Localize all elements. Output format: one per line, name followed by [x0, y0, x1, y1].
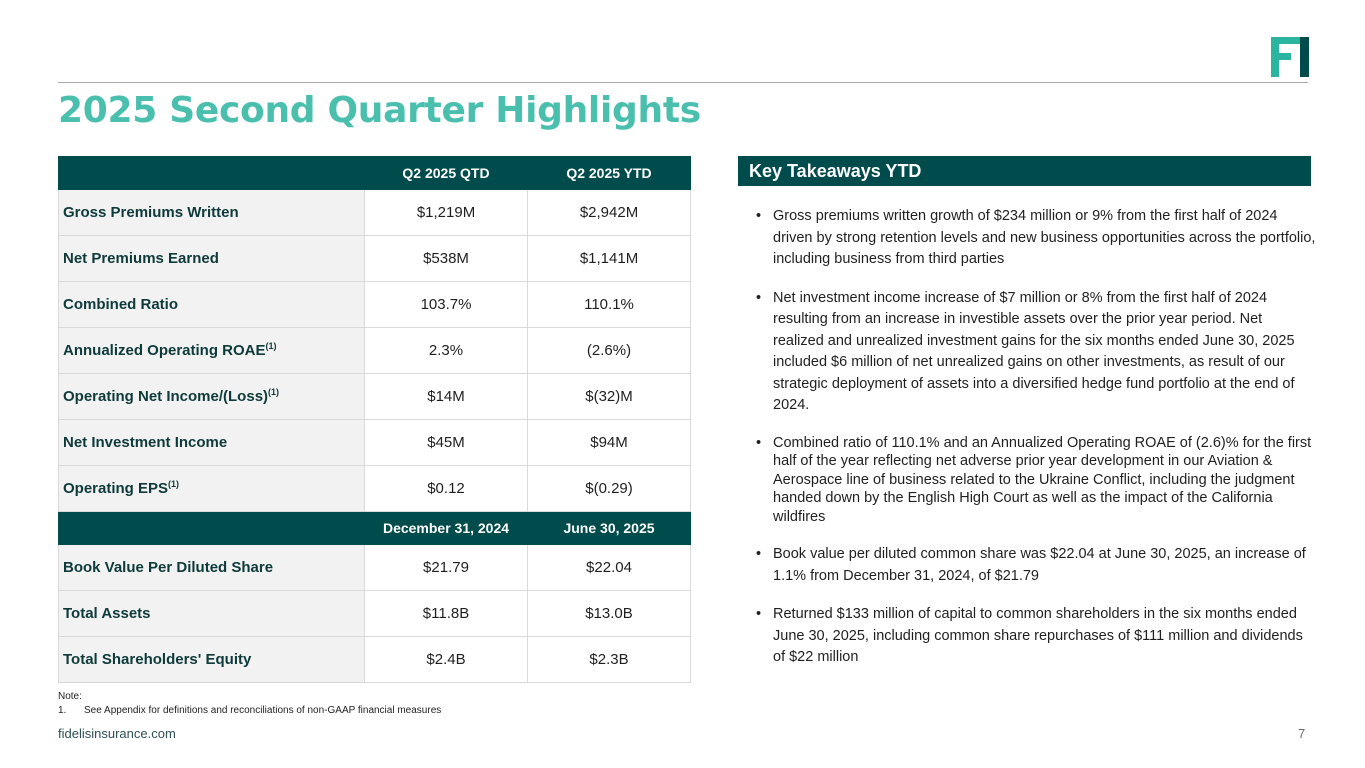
table-row: [59, 236, 691, 282]
row-value-qtd: $14M: [365, 374, 528, 420]
footnote-text: See Appendix for definitions and reconciliations of non-GAAP financial measures: [84, 705, 442, 716]
table-row: [59, 420, 691, 466]
row-value-ytd: $94M: [528, 420, 691, 466]
table-header-row-balance: [59, 512, 691, 545]
row-value-ytd: 110.1%: [528, 282, 691, 328]
row-value-ytd: $1,141M: [528, 236, 691, 282]
row-value-jun: $13.0B: [528, 591, 691, 637]
table-row: [59, 466, 691, 512]
page-title: 2025 Second Quarter Highlights: [58, 90, 701, 131]
header-cell-jun: June 30, 2025: [528, 512, 691, 545]
footnote-marker: (1): [268, 387, 280, 397]
row-value-ytd: $(0.29): [528, 466, 691, 512]
fidelis-logo-icon: [1271, 37, 1309, 77]
footnote-number: 1.: [58, 705, 67, 716]
row-value-ytd: $(32)M: [528, 374, 691, 420]
table-row: [59, 282, 691, 328]
list-item: • Net investment income increase of $7 million or 8% from the first half of 2024 resulting from an increase in investible assets over the prior year period. Net realized and unrealized investment gains for the six months ended June 30, 2025 included $6 million of net unrealized gains on other investments, as result of our strategic deployment of assets into a diversified hedge fund portfolio at the end of 2024.: [756, 288, 1316, 417]
key-takeaways-header: Key Takeaways YTD: [738, 156, 1311, 186]
footnote-marker: (1): [265, 341, 277, 351]
table-row: [59, 545, 691, 591]
page-number: 7: [1298, 726, 1306, 741]
highlights-table: [58, 156, 691, 683]
list-item: • Book value per diluted common share was $22.04 at June 30, 2025, an increase of 1.1% from December 31, 2024, of $21.79: [756, 544, 1316, 587]
row-label: Net Premiums Earned: [59, 236, 365, 282]
list-item: • Gross premiums written growth of $234 million or 9% from the first half of 2024 driven by strong retention levels and new business opportunities across the portfolio, including business from third parties: [756, 206, 1316, 271]
row-value-jun: $22.04: [528, 545, 691, 591]
header-cell: [59, 512, 365, 545]
header-cell: [59, 157, 365, 190]
row-value-qtd: $1,219M: [365, 190, 528, 236]
table-row: [59, 190, 691, 236]
table-row: [59, 637, 691, 683]
top-divider: [58, 82, 1308, 83]
row-value-ytd: $2,942M: [528, 190, 691, 236]
row-label: Total Shareholders' Equity: [59, 637, 365, 683]
row-value-dec: $11.8B: [365, 591, 528, 637]
row-value-ytd: (2.6%): [528, 328, 691, 374]
row-value-qtd: $538M: [365, 236, 528, 282]
table-row: [59, 374, 691, 420]
footnote: [58, 690, 441, 718]
footnote-line: [58, 704, 441, 718]
row-label: Net Investment Income: [59, 420, 365, 466]
list-item: • Returned $133 million of capital to common shareholders in the six months ended June 30, 2025, including common share repurchases of $111 million and dividends of $22 million: [756, 604, 1316, 669]
list-item: • Combined ratio of 110.1% and an Annualized Operating ROAE of (2.6)% for the first half of the year reflecting net adverse prior year development in our Aviation & Aerospace line of business related to the Ukraine Conflict, including the judgment handed down by the English High Court as well as the impact of the California wildfires: [756, 434, 1316, 527]
header-cell-ytd: Q2 2025 YTD: [528, 157, 691, 190]
row-label: Book Value Per Diluted Share: [59, 545, 365, 591]
row-label: Total Assets: [59, 591, 365, 637]
footnote-marker: (1): [168, 479, 180, 489]
row-label: Operating EPS$^{(1)}$: [59, 466, 365, 512]
footer-url: fidelisinsurance.com: [58, 726, 176, 741]
row-label: Gross Premiums Written: [59, 190, 365, 236]
row-value-qtd: $45M: [365, 420, 528, 466]
footnote-heading: Note:: [58, 691, 82, 702]
row-label: Operating Net Income/(Loss)$^{(1)}$: [59, 374, 365, 420]
key-takeaways-list: [756, 206, 1316, 669]
table-row: [59, 591, 691, 637]
header-cell-qtd: Q2 2025 QTD: [365, 157, 528, 190]
row-value-dec: $21.79: [365, 545, 528, 591]
table-header-row: [59, 157, 691, 190]
header-cell-dec: December 31, 2024: [365, 512, 528, 545]
row-value-qtd: 103.7%: [365, 282, 528, 328]
row-value-dec: $2.4B: [365, 637, 528, 683]
row-value-jun: $2.3B: [528, 637, 691, 683]
row-value-qtd: $0.12: [365, 466, 528, 512]
row-value-qtd: 2.3%: [365, 328, 528, 374]
table-row: [59, 328, 691, 374]
row-label: Annualized Operating ROAE$^{(1)}$: [59, 328, 365, 374]
row-label: Combined Ratio: [59, 282, 365, 328]
